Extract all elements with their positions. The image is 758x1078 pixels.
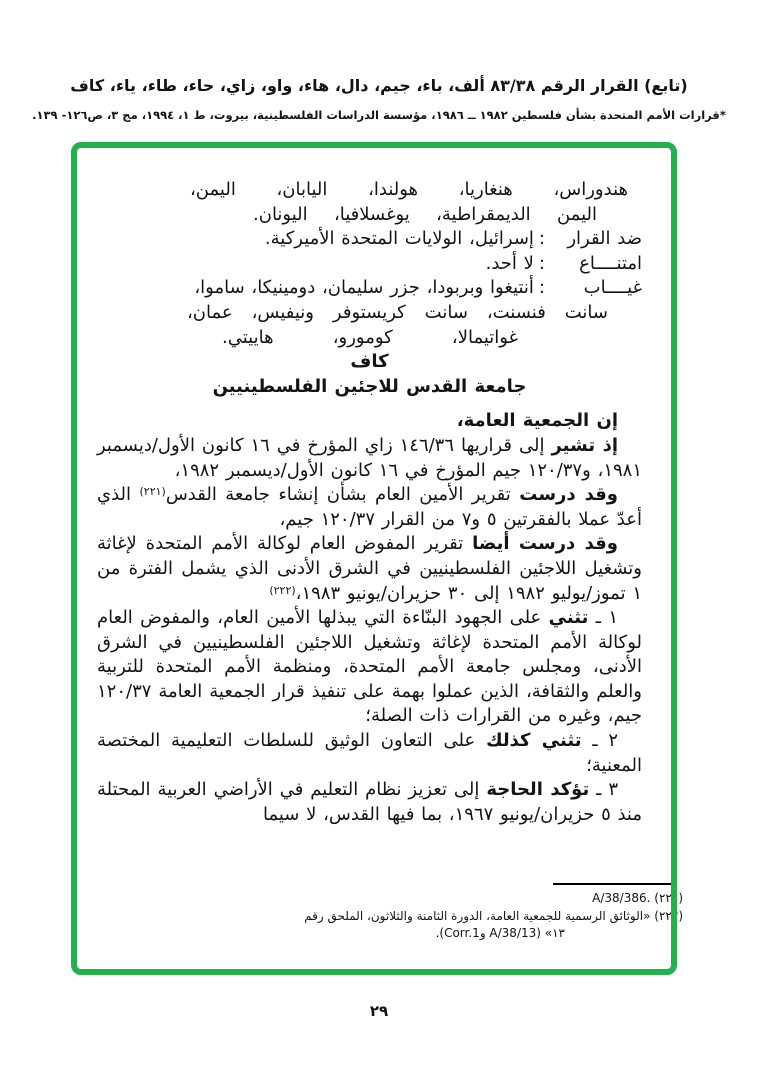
preamble-considered-also-lead: وقد درست أيضا — [472, 533, 618, 555]
operative-paragraph-3-number: ٣ ـ — [589, 779, 618, 801]
vote-in-favor-continuation-line-2: اليمن الديمقراطية، يوغسلافيا، اليونان. — [253, 203, 597, 225]
preamble-considered-text: تقرير الأمين العام بشأن إنشاء جامعة القدس — [165, 484, 520, 506]
preamble-recalling-paragraph — [97, 434, 642, 483]
vote-abstain-label: امتنــــاع — [579, 252, 642, 274]
vote-against-label: ضد القرار — [567, 228, 642, 250]
preamble-considered-text-tail: الذي أعدّ عملا بالفقرتين ٥ و٧ من القرار ١٢٠/٣٧ جيم، — [97, 484, 642, 530]
preamble-considered-paragraph — [97, 483, 642, 532]
preamble-recalling-text: إلى قراريها ١٤٦/٣٦ زاي المؤرخ في ١٦ كانون الأول/ديسمبر ١٩٨١، و١٢٠/٣٧ جيم المؤرخ في ١٦ كانون الأول/ديسمبر ١٩٨٢، — [97, 434, 642, 481]
footnote-222-marker: (٢٢٢) — [654, 908, 683, 923]
page-number: ٢٩ — [369, 1002, 389, 1020]
operative-paragraph-1-text: على الجهود البنّاءة التي يبذلها الأمين العام، والمفوض العام لوكالة الأمم المتحدة لإغاثة وتشغيل اللاجئين الفلسطينيين في الشرق الأدنى، ومجلس جامعة الأمم المتحدة، ومنظمة الأمم المتحدة للتربية والعلم والثقافة، الذين عملوا بهمة على تنفيذ قرار الجمعية العامة ١٢٠/٣٧ جيم، وغيره من القرارات ذات الصلة؛ — [97, 607, 642, 727]
operative-paragraph-1-lead: تثني — [548, 607, 589, 629]
preamble-considered-also-text: تقرير المفوض العام لوكالة الأمم المتحدة لإغاثة وتشغيل اللاجئين الفلسطينيين في الشرق الأدنى الذي يشمل الفترة من ١ تموز/يوليو ١٩٨٢ إلى ٣٠ حزيران/يونيو ١٩٨٣، — [97, 533, 642, 604]
footnote-221-marker: (٢٢١) — [654, 891, 683, 905]
section-letter-heading: كاف — [350, 351, 389, 373]
footnote-222-line-1 — [258, 908, 683, 926]
resolution-body — [97, 178, 642, 827]
vote-abstain-value: لا أحد. — [485, 252, 534, 274]
vote-absent-row — [97, 276, 642, 301]
footnote-separator-rule — [553, 883, 671, 885]
footnote-reference-221: (٢٢١) — [139, 485, 166, 499]
vote-colon: : — [538, 252, 545, 274]
operative-paragraph-3-text: إلى تعزيز نظام التعليم في الأراضي العربية المحتلة منذ ٥ حزيران/يونيو ١٩٦٧، بما فيها القدس، لا سيما — [97, 779, 642, 825]
footnote-221-document-symbol: A/38/386. — [592, 891, 651, 905]
preamble-considered-also-paragraph — [97, 532, 642, 606]
footnote-reference-222: (٢٢٢) — [269, 583, 296, 597]
footnotes-block — [258, 890, 683, 943]
operative-paragraph-1 — [97, 606, 642, 729]
vote-abstain-row — [97, 252, 642, 277]
operative-paragraph-3 — [97, 778, 642, 827]
vote-against-row — [97, 227, 642, 252]
operative-paragraph-2-number: ٢ ـ — [581, 730, 619, 752]
vote-colon: : — [538, 277, 545, 299]
operative-paragraph-2-lead: تثني كذلك — [486, 730, 582, 752]
preamble-recalling-lead: إذ تشير — [551, 434, 618, 456]
operative-paragraph-1-number: ١ ـ — [588, 607, 618, 629]
header-source-citation: *قرارات الأمم المتحدة بشأن فلسطين ١٩٨٢ ــ ١٩٨٦، مؤسسة الدراسات الفلسطينية، بيروت، ط ١، ١٩٩٤، مج ٣، ص١٢٦- ١٣٩. — [32, 108, 726, 122]
vote-in-favor-continuation-line-1: هندوراس، هنغاريا، هولندا، اليابان، اليمن، — [190, 179, 628, 200]
vote-colon: : — [538, 228, 545, 250]
vote-against-value: إسرائيل، الولايات المتحدة الأميركية. — [264, 228, 534, 250]
header-resolution-title: (تابع) القرار الرقم ٨٣/٣٨ ألف، باء، جيم، دال، هاء، واو، زاي، حاء، طاء، ياء، كاف — [70, 76, 688, 95]
preamble-considered-lead: وقد درست — [519, 484, 618, 506]
vote-absent-label: غيــــاب — [583, 277, 642, 299]
vote-absent-value-line-1: أنتيغوا وبربودا، جزر سليمان، دومينيكا، ساموا، — [194, 277, 534, 299]
footnote-221 — [258, 890, 683, 908]
operative-paragraph-3-lead: تؤكد الحاجة — [486, 779, 590, 801]
vote-absent-value-line-3: غواتيمالا، كومورو، هاييتي. — [222, 326, 518, 348]
vote-absent-value-line-2: سانت فنسنت، سانت كريستوفر ونيفيس، عمان، — [187, 301, 608, 323]
operative-paragraph-2-text: على التعاون الوثيق للسلطات التعليمية المختصة المعنية؛ — [97, 730, 642, 776]
operative-paragraph-2 — [97, 729, 642, 778]
footnote-222-text: «الوثائق الرسمية للجمعية العامة، الدورة الثامنة والثلاثون، الملحق رقم — [304, 908, 651, 923]
preamble-opening: إن الجمعية العامة، — [456, 410, 618, 432]
footnote-222-line-2: ١٣» (A/38/13 وCorr.1). — [435, 926, 565, 940]
section-title: جامعة القدس للاجئين الفلسطينيين — [212, 375, 527, 397]
